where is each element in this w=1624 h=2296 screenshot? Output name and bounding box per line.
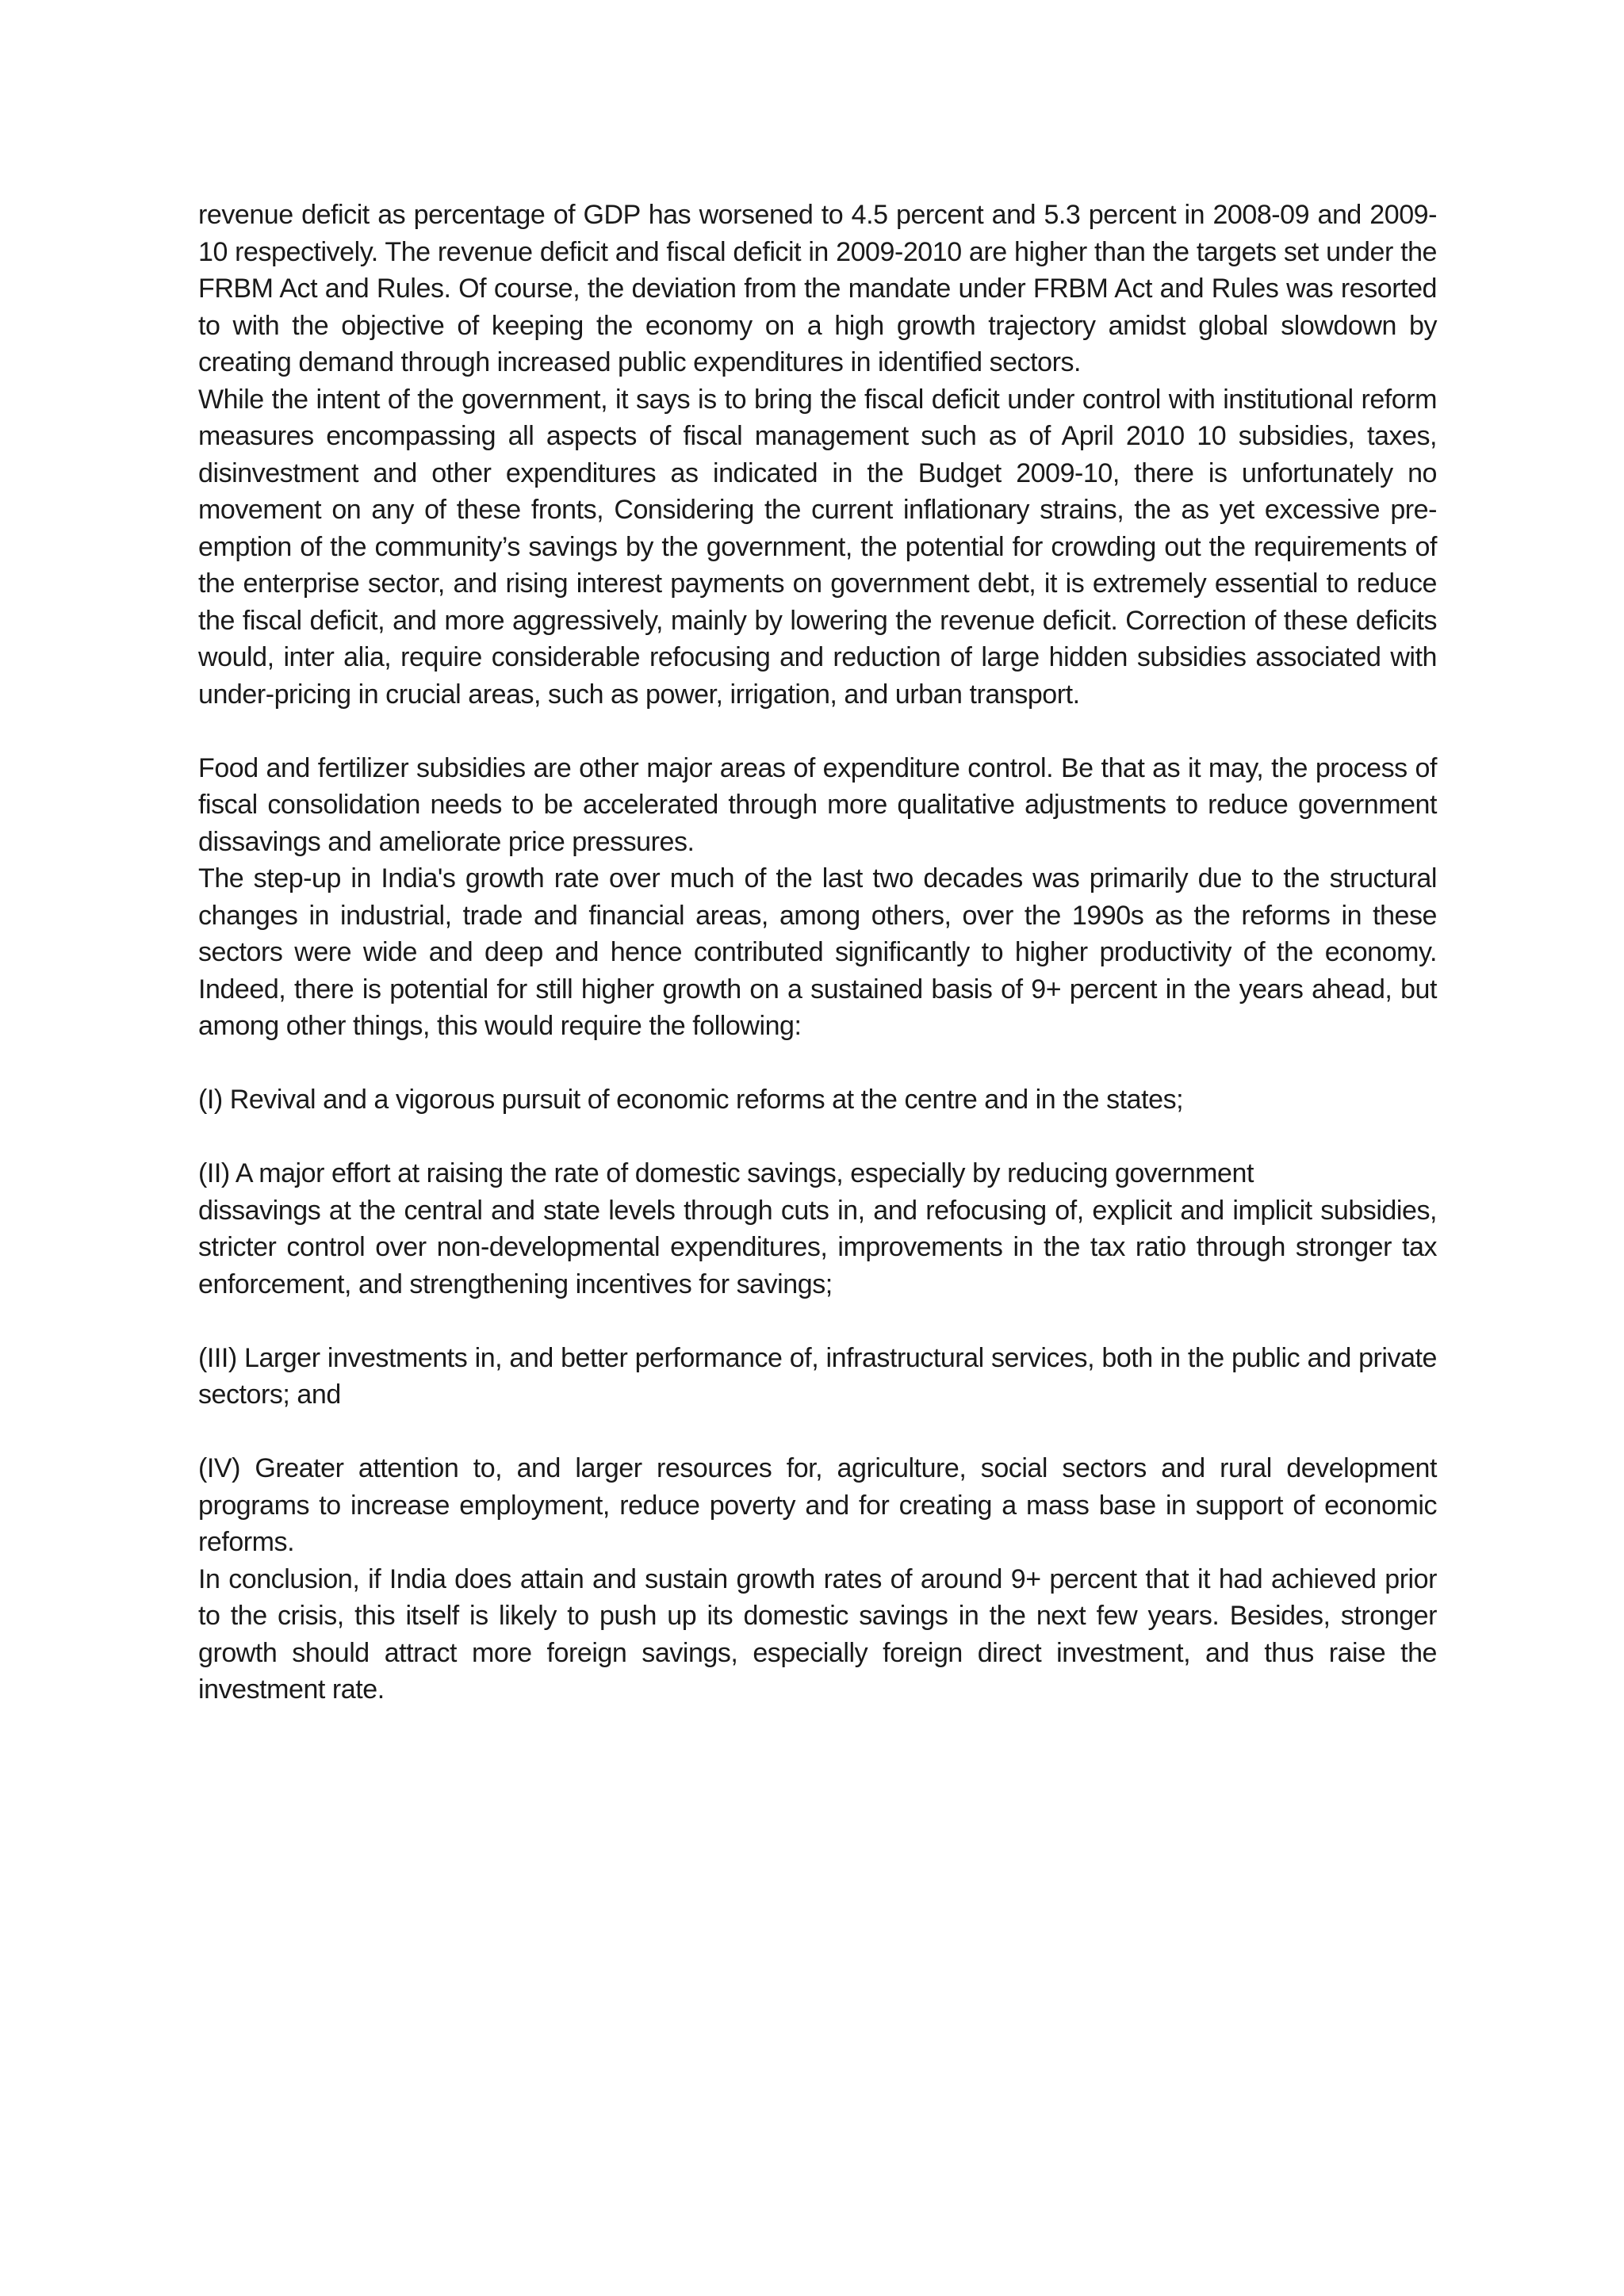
paragraph-spacer bbox=[198, 713, 1437, 750]
document-body bbox=[198, 197, 1437, 1709]
paragraph-spacer bbox=[198, 1045, 1437, 1082]
list-item-revival-reforms: (I) Revival and a vigorous pursuit of economic reforms at the centre and in the states; bbox=[198, 1085, 1184, 1115]
list-item-infrastructure-investment: (III) Larger investments in, and better performance of, infrastructural services, both in the public and private sectors; and bbox=[198, 1342, 1437, 1410]
list-item-domestic-savings-lead: (II) A major effort at raising the rate of domestic savings, especially by reducing government bbox=[198, 1158, 1254, 1188]
paragraph-conclusion: In conclusion, if India does attain and sustain growth rates of around 9+ percent that it had achieved prior to the crisis, this itself is likely to push up its domestic savings in the next few years. Besides, stronger growth should attract more foreign savings, especially foreign direct investment, and thus raise the investment rate. bbox=[198, 1563, 1437, 1705]
paragraph-food-fertilizer-subsidies: Food and fertilizer subsidies are other major areas of expenditure control. Be that as it may, the process of fiscal consolidation needs to be accelerated through more qualitative adjustments to reduce government dissavings and ameliorate price pressures. bbox=[198, 752, 1437, 857]
paragraph-spacer bbox=[198, 1414, 1437, 1451]
paragraph-growth-step-up: The step-up in India's growth rate over much of the last two decades was primarily due to the structural changes in industrial, trade and financial areas, among others, over the 1990s as the reforms in these sectors were wide and deep and hence contributed significantly to higher productivity of the economy. Indeed, there is potential for still higher growth on a sustained basis of 9+ percent in the years ahead, but among other things, this would require the following: bbox=[198, 863, 1437, 1041]
list-item-domestic-savings-body: dissavings at the central and state levels through cuts in, and refocusing of, explicit and implicit subsidies, stricter control over non-developmental expenditures, improvements in the tax ratio through stronger tax enforcement, and strengthening incentives for savings; bbox=[198, 1195, 1437, 1299]
list-item-agriculture-social-sectors: (IV) Greater attention to, and larger resources for, agriculture, social sectors and rural development programs to increase employment, reduce poverty and for creating a mass base in support of economic reforms. bbox=[198, 1453, 1437, 1557]
paragraph-spacer bbox=[198, 1303, 1437, 1340]
paragraph-government-intent: While the intent of the government, it says is to bring the fiscal deficit under control with institutional reform measures encompassing all aspects of fiscal management such as of April 2010 10 subsidies, taxes, disinvestment and other expenditures as indicated in the Budget 2009-10, there is unfortunately no movement on any of these fronts, Considering the current inflationary strains, the as yet excessive pre-emption of the community’s savings by the government, the potential for crowding out the requirements of the enterprise sector, and rising interest payments on government debt, it is extremely essential to reduce the fiscal deficit, and more aggressively, mainly by lowering the revenue deficit. Correction of these deficits would, inter alia, require considerable refocusing and reduction of large hidden subsidies associated with under-pricing in crucial areas, such as power, irrigation, and urban transport. bbox=[198, 384, 1437, 710]
paragraph-spacer bbox=[198, 1119, 1437, 1156]
paragraph-fiscal-deficit-intro: revenue deficit as percentage of GDP has worsened to 4.5 percent and 5.3 percent in 2008-09 and 2009-10 respectively. The revenue deficit and fiscal deficit in 2009-2010 are higher than the targets set under the FRBM Act and Rules. Of course, the deviation from the mandate under FRBM Act and Rules was resorted to with the objective of keeping the economy on a high growth trajectory amidst global slowdown by creating demand through increased public expenditures in identified sectors. bbox=[198, 200, 1437, 377]
